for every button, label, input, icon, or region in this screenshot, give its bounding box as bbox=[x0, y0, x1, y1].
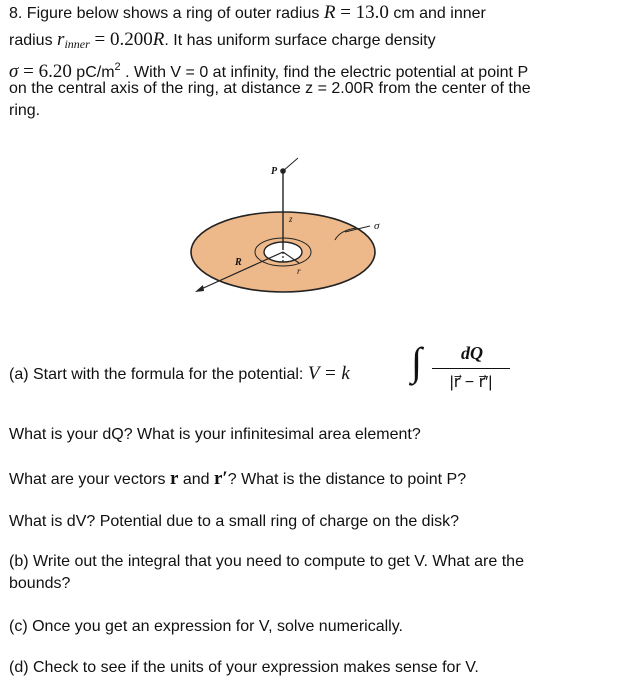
question-3: What is dV? Potential due to a small ring of charge on the disk? bbox=[9, 513, 460, 530]
problem-text: 8. Figure below shows a ring of outer radius bbox=[9, 5, 324, 22]
var-R: R bbox=[323, 2, 336, 23]
var-r: r bbox=[57, 29, 65, 50]
formula-denominator: |r⃗ − r⃗′| bbox=[449, 374, 493, 391]
unit: pC/m bbox=[71, 64, 115, 81]
value-sigma: = 6.20 bbox=[18, 61, 72, 82]
label-r: r bbox=[297, 266, 301, 276]
var-R: R bbox=[152, 29, 165, 50]
value-R: = 13.0 bbox=[335, 2, 389, 23]
label-sigma: σ bbox=[374, 220, 380, 232]
problem-line-5: ring. bbox=[9, 102, 41, 119]
part-b-line-2: bounds? bbox=[9, 575, 71, 592]
problem-line-2 bbox=[9, 29, 436, 55]
part-a-text bbox=[9, 363, 350, 386]
vector-r-prime: r′ bbox=[213, 468, 228, 489]
problem-text: radius bbox=[9, 32, 58, 49]
formula-lhs: V = k bbox=[307, 363, 350, 384]
vector-r: r bbox=[169, 468, 179, 489]
part-d: (d) Check to see if the units of your expression makes sense for V. bbox=[9, 659, 479, 676]
label-R: R bbox=[235, 257, 242, 268]
value-r-inner: = 0.200 bbox=[89, 29, 153, 50]
problem-text: . It has uniform surface charge density bbox=[164, 32, 436, 49]
fraction-bar bbox=[432, 368, 510, 369]
question-text: ? What is the distance to point P? bbox=[227, 471, 467, 488]
part-c: (c) Once you get an expression for V, solve numerically. bbox=[9, 618, 403, 635]
integral-sign: ∫ bbox=[411, 339, 422, 384]
question-text: and bbox=[178, 471, 214, 488]
label-z: z bbox=[289, 214, 293, 224]
problem-text: . With V = 0 at infinity, find the electric potential at point P bbox=[120, 64, 529, 81]
distance-line bbox=[283, 158, 298, 171]
question-text: What are your vectors bbox=[9, 471, 170, 488]
part-a-label: (a) Start with the formula for the potential: bbox=[9, 366, 308, 383]
ring-figure bbox=[185, 150, 415, 320]
radius-R-arrowhead bbox=[195, 285, 204, 292]
var-r-subscript: inner bbox=[64, 37, 90, 51]
sigma-symbol: σ bbox=[9, 61, 19, 82]
label-p: P bbox=[271, 166, 278, 177]
formula-numerator: dQ bbox=[461, 343, 483, 363]
question-1: What is your dQ? What is your infinitesimal area element? bbox=[9, 426, 421, 443]
unit-exponent: 2 bbox=[114, 61, 121, 73]
question-2 bbox=[9, 468, 466, 491]
part-b-line-1: (b) Write out the integral that you need to compute to get V. What are the bbox=[9, 553, 524, 570]
problem-line-1 bbox=[9, 2, 486, 25]
problem-line-4: on the central axis of the ring, at distance z = 2.00R from the center of the bbox=[9, 80, 531, 97]
problem-text: cm and inner bbox=[388, 5, 486, 22]
